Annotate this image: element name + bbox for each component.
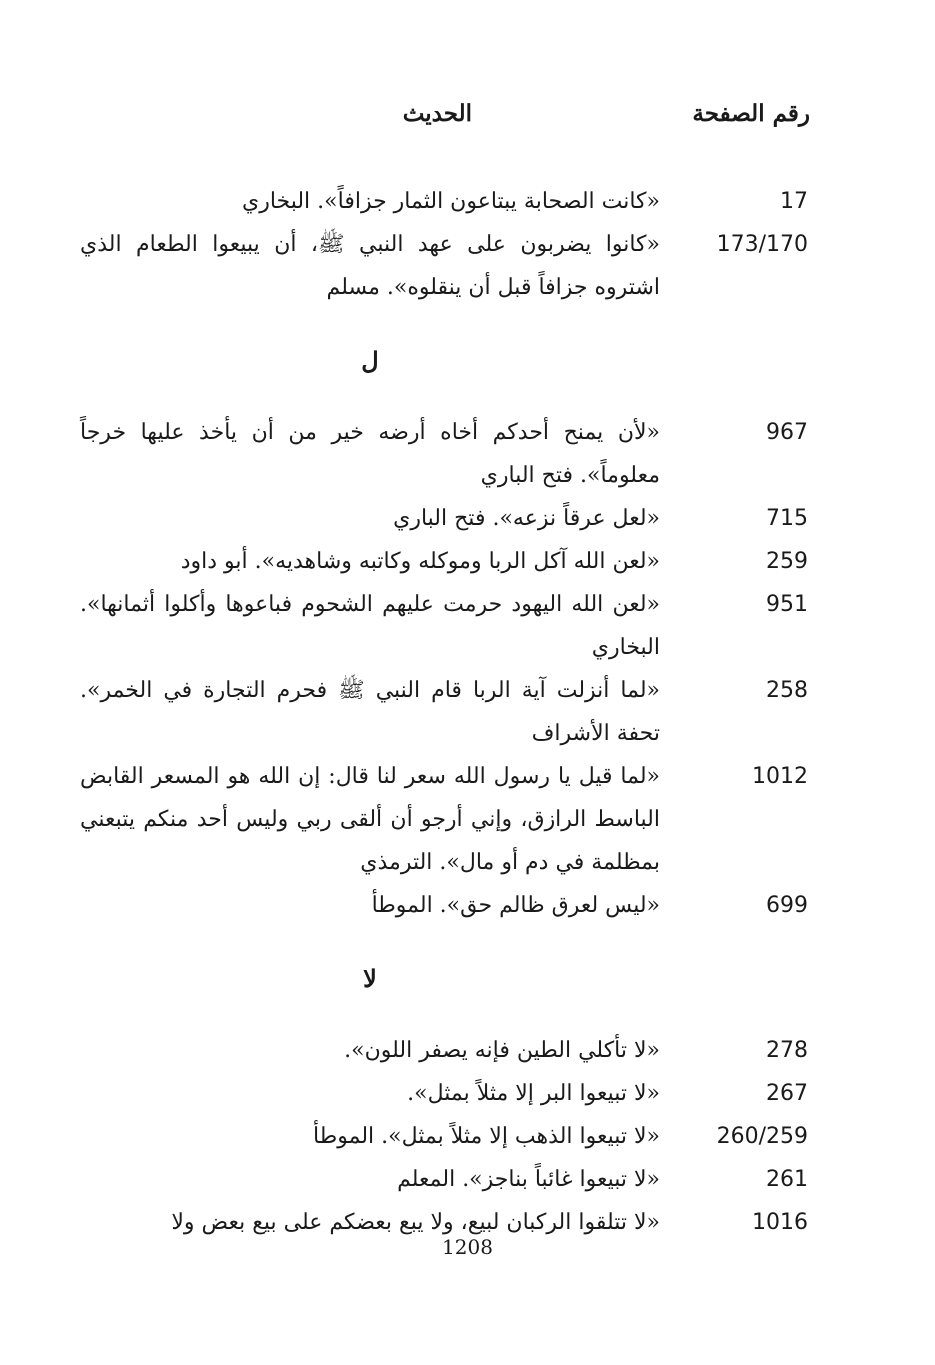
hadith-column-heading: الحديث xyxy=(402,100,472,127)
entry-page-number: 951 xyxy=(766,592,808,617)
entry-text: «لا تأكلي الطين فإنه يصفر اللون». xyxy=(344,1038,660,1063)
entry-page-number: 261 xyxy=(766,1167,808,1192)
entry-text: «لعل عرقاً نزعه». فتح الباري xyxy=(393,506,660,531)
entry-text: «لا تتلقوا الركبان لبيع، ولا يبع بعضكم على بيع بعض ولا xyxy=(171,1210,660,1235)
entry-text: «لما قيل يا رسول الله سعر لنا قال: إن الله هو المسعر القابض الباسط الرازق، وإني أرجو أن ألقى ربي وليس أحد منكم يتبعني بمظلمة في دم أو مال». الترمذي xyxy=(80,764,660,875)
entry-page-number: 1012 xyxy=(752,764,808,789)
column-header xyxy=(80,100,810,140)
index-entry xyxy=(80,583,810,669)
entry-text: «لا تبيعوا غائباً بناجز». المعلم xyxy=(397,1167,660,1192)
index-entry xyxy=(80,1158,810,1201)
index-entry xyxy=(80,411,810,497)
entry-text: «لأن يمنح أحدكم أخاه أرضه خير من أن يأخذ عليها خرجاً معلوماً». فتح الباري xyxy=(80,420,660,488)
entry-text: «كانوا يضربون على عهد النبي ﷺ، أن يبيعوا الطعام الذي اشتروه جزافاً قبل أن ينقلوه». مسلم xyxy=(80,232,660,300)
index-entry xyxy=(80,669,810,755)
index-entry xyxy=(80,755,810,884)
entry-page-number: 1016 xyxy=(752,1210,808,1235)
entry-text: «لما أنزلت آية الربا قام النبي ﷺ فحرم التجارة في الخمر». تحفة الأشراف xyxy=(80,678,660,746)
entry-text: «لا تبيعوا البر إلا مثلاً بمثل». xyxy=(407,1081,660,1106)
index-entry xyxy=(80,1029,810,1072)
entry-page-number: 258 xyxy=(766,678,808,703)
entry-text: «لعن الله اليهود حرمت عليهم الشحوم فباعوها وأكلوا أثمانها». البخاري xyxy=(80,592,660,660)
entry-page-number: 259 xyxy=(766,549,808,574)
index-entry xyxy=(80,497,810,540)
hadith-index xyxy=(80,180,810,1244)
entry-page-number: 260/259 xyxy=(716,1124,808,1149)
entry-text: «ليس لعرق ظالم حق». الموطأ xyxy=(371,893,660,918)
entry-page-number: 278 xyxy=(766,1038,808,1063)
index-entry xyxy=(80,540,810,583)
entry-page-number: 967 xyxy=(766,420,808,445)
entry-text: «لعن الله آكل الربا وموكله وكاتبه وشاهديه». أبو داود xyxy=(180,549,660,574)
entry-page-number: 17 xyxy=(780,189,808,214)
section-letter-la: لا xyxy=(363,964,377,993)
index-entry xyxy=(80,884,810,927)
page-footer-number: 1208 xyxy=(442,1235,493,1259)
entry-page-number: 715 xyxy=(766,506,808,531)
entry-text: «لا تبيعوا الذهب إلا مثلاً بمثل». الموطأ xyxy=(313,1124,660,1149)
page-number-column-heading: رقم الصفحة xyxy=(692,100,810,127)
entry-text: «كانت الصحابة يبتاعون الثمار جزافاً». البخاري xyxy=(241,189,660,214)
section-letter-lam: ل xyxy=(361,346,379,375)
index-entry xyxy=(80,180,810,223)
entry-page-number: 173/170 xyxy=(716,232,808,257)
index-entry xyxy=(80,1072,810,1115)
entry-page-number: 267 xyxy=(766,1081,808,1106)
index-entry xyxy=(80,223,810,309)
entry-page-number: 699 xyxy=(766,893,808,918)
index-entry xyxy=(80,1115,810,1158)
